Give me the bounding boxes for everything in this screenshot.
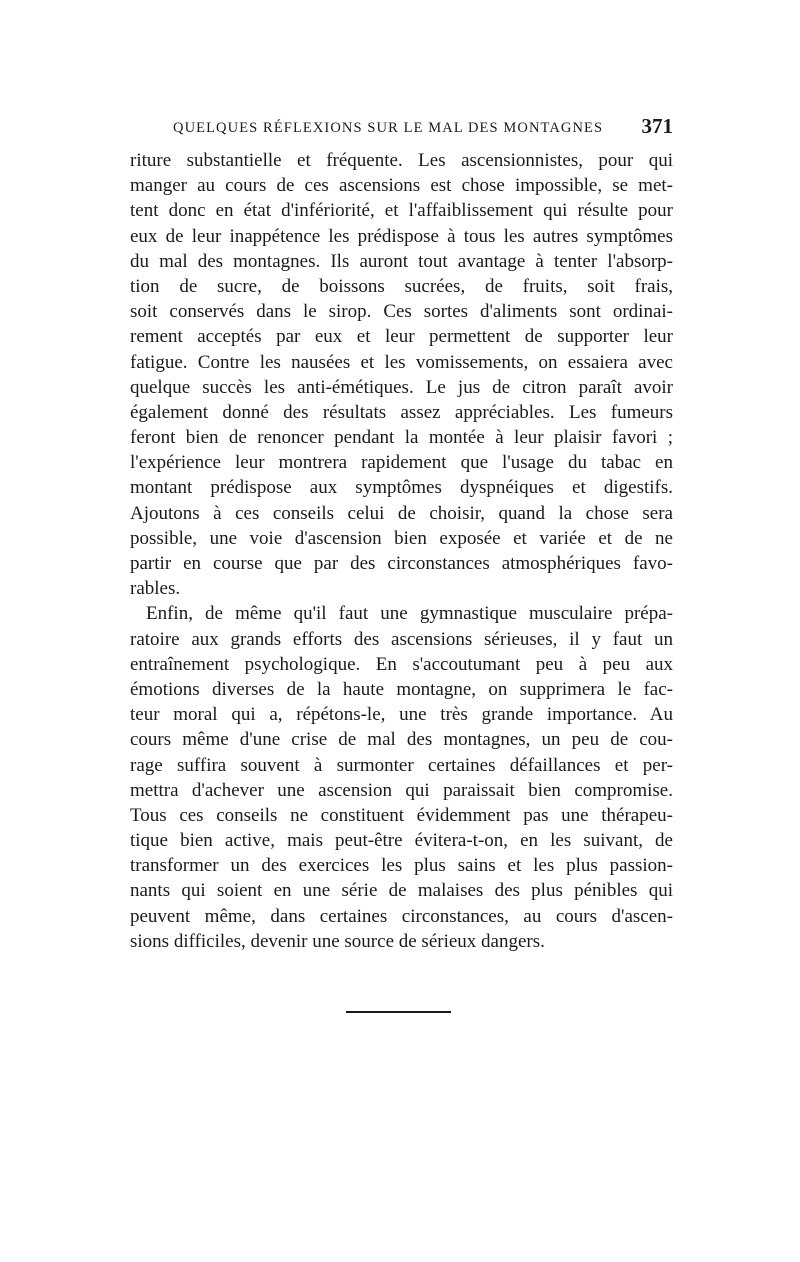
text-line: entraînement psychologique. En s'accoutumant peu à peu aux [130, 653, 673, 675]
page-number: 371 [641, 114, 673, 138]
text-line: quelque succès les anti-émétiques. Le jus de citron paraît avoir [130, 376, 673, 398]
text-line: rage suffira souvent à surmonter certaines défaillances et per- [130, 754, 673, 776]
text-line: cours même d'une crise de mal des montagnes, un peu de cou- [130, 729, 673, 751]
text-line: émotions diverses de la haute montagne, on supprimera le fac- [130, 678, 673, 700]
text-line: également donné des résultats assez appréciables. Les fumeurs [130, 401, 673, 423]
text-line: manger au cours de ces ascensions est chose impossible, se met- [130, 175, 673, 197]
text-line: soit conservés dans le sirop. Ces sortes d'aliments sont ordinai- [130, 301, 673, 323]
running-head [173, 114, 673, 144]
text-line: fatigue. Contre les nausées et les vomissements, on essaiera avec [130, 351, 673, 373]
text-line: du mal des montagnes. Ils auront tout avantage à tenter l'absorp- [130, 250, 673, 272]
body-text [130, 148, 673, 954]
section-end-rule [346, 1011, 451, 1013]
text-line: riture substantielle et fréquente. Les ascensionnistes, pour qui [130, 150, 673, 171]
text-line: transformer un des exercices les plus sains et les plus passion- [130, 855, 673, 877]
text-line: teur moral qui a, répétons-le, une très grande importance. Au [130, 704, 673, 726]
text-line: tent donc en état d'infériorité, et l'affaiblissement qui résulte pour [130, 200, 673, 222]
text-line: tion de sucre, de boissons sucrées, de fruits, soit frais, [130, 275, 673, 297]
text-line: sions difficiles, devenir une source de sérieux dangers. [130, 930, 545, 952]
text-line: rables. [130, 578, 181, 600]
text-line: partir en course que par des circonstances atmosphériques favo- [130, 553, 673, 574]
text-line: ratoire aux grands efforts des ascensions sérieuses, il y faut un [130, 628, 673, 650]
text-line: Enfin, de même qu'il faut une gymnastique musculaire prépa- [146, 603, 673, 625]
text-line: rement acceptés par eux et leur permettent de supporter leur [130, 326, 673, 348]
text-line: Ajoutons à ces conseils celui de choisir, quand la chose sera [130, 502, 673, 524]
paragraph-1 [130, 148, 673, 601]
text-line: tique bien active, mais peut-être évitera-t-on, en les suivant, de [130, 830, 673, 852]
text-line: feront bien de renoncer pendant la montée à leur plaisir favori ; [130, 427, 673, 449]
text-line: l'expérience leur montrera rapidement que l'usage du tabac en [130, 452, 673, 474]
text-line: nants qui soient en une série de malaises des plus pénibles qui [130, 880, 673, 902]
text-line: montant prédispose aux symptômes dyspnéiques et digestifs. [130, 477, 673, 499]
text-line: peuvent même, dans certaines circonstances, au cours d'ascen- [130, 905, 673, 927]
text-line: Tous ces conseils ne constituent évidemment pas une thérapeu- [130, 804, 673, 826]
running-title: QUELQUES RÉFLEXIONS SUR LE MAL DES MONTAGNES [173, 120, 604, 136]
text-line: possible, une voie d'ascension bien exposée et variée et de ne [130, 527, 673, 549]
text-line: mettra d'achever une ascension qui paraissait bien compromise. [130, 779, 673, 801]
paragraph-2 [130, 601, 673, 954]
text-line: eux de leur inappétence les prédispose à tous les autres symptômes [130, 225, 673, 247]
